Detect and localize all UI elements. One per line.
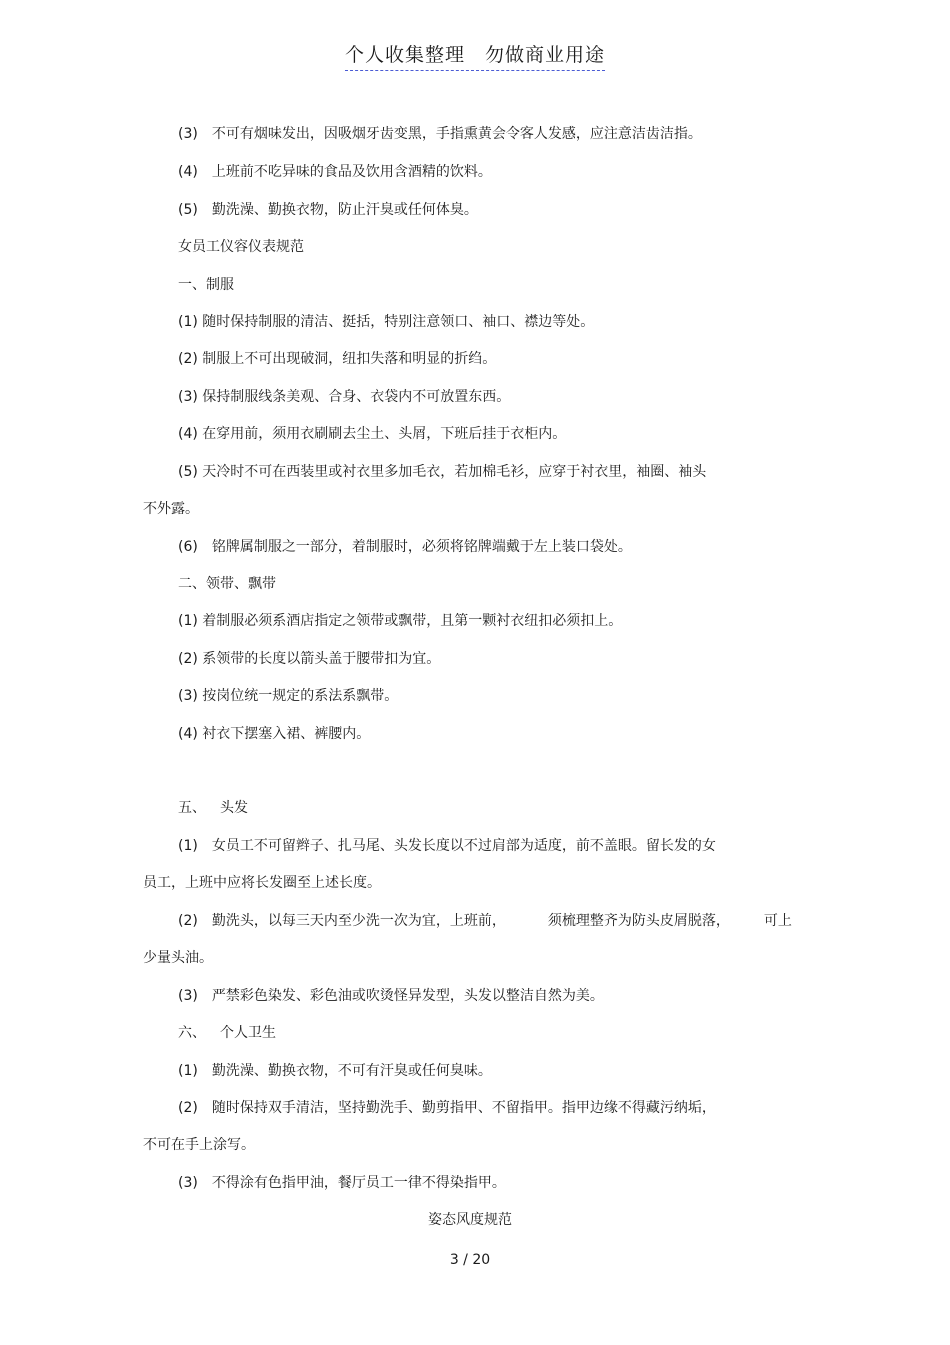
list-item: (1) 随时保持制服的清洁、挺括，特别注意领口、袖口、襟边等处。 <box>178 314 595 330</box>
list-item: (3) 不可有烟味发出，因吸烟牙齿变黑，手指熏黄会令客人发感，应注意洁齿洁指。 <box>178 126 702 142</box>
section-heading: 五、 头发 <box>178 800 248 816</box>
list-item: (4) 在穿用前，须用衣刷刷去尘土、头屑，下班后挂于衣柜内。 <box>178 426 567 442</box>
list-item: (5) 勤洗澡、勤换衣物，防止汗臭或任何体臭。 <box>178 202 478 218</box>
list-item: (1) 女员工不可留辫子、扎马尾、头发长度以不过肩部为适度，前不盖眼。留长发的女 <box>178 838 716 854</box>
list-item: (2) 勤洗头，以每三天内至少洗一次为宜，上班前， 须梳理整齐为防头皮屑脱落， 可上 <box>178 913 792 929</box>
list-item: (5) 天冷时不可在西装里或衬衣里多加毛衣，若加棉毛衫，应穿于衬衣里，袖圈、袖头 <box>178 464 707 480</box>
list-item: (4) 衬衣下摆塞入裙、裤腰内。 <box>178 726 371 742</box>
list-item: (1) 着制服必须系酒店指定之领带或飘带，且第一颗衬衣纽扣必须扣上。 <box>178 613 623 629</box>
list-item: (1) 勤洗澡、勤换衣物，不可有汗臭或任何臭味。 <box>178 1063 492 1079</box>
list-item: (2) 制服上不可出现破洞，纽扣失落和明显的折绉。 <box>178 351 497 367</box>
list-item: (4) 上班前不吃异味的食品及饮用含酒精的饮料。 <box>178 164 492 180</box>
section-heading: 二、领带、飘带 <box>178 576 276 592</box>
list-item-continuation: 不外露。 <box>143 501 199 517</box>
list-item: (2) 系领带的长度以箭头盖于腰带扣为宜。 <box>178 651 441 667</box>
list-item-continuation: 不可在手上涂写。 <box>143 1137 255 1153</box>
list-item: (6) 铭牌属制服之一部分，着制服时，必须将铭牌端戴于左上装口袋处。 <box>178 539 632 555</box>
list-item: (3) 按岗位统一规定的系法系飘带。 <box>178 688 399 704</box>
section-title: 姿态风度规范 <box>428 1212 512 1228</box>
list-item: (3) 不得涂有色指甲油，餐厅员工一律不得染指甲。 <box>178 1175 506 1191</box>
list-item: (2) 随时保持双手清洁，坚持勤洗手、勤剪指甲、不留指甲。指甲边缘不得藏污纳垢， <box>178 1100 716 1116</box>
page-header <box>0 40 950 71</box>
list-item: (3) 严禁彩色染发、彩色油或吹烫怪异发型，头发以整洁自然为美。 <box>178 988 604 1004</box>
header-title: 个人收集整理 勿做商业用途 <box>345 40 605 71</box>
list-item-continuation: 员工，上班中应将长发圈至上述长度。 <box>143 875 381 891</box>
section-heading: 一、制服 <box>178 277 234 293</box>
list-item-continuation: 少量头油。 <box>143 950 213 966</box>
section-heading: 女员工仪容仪表规范 <box>178 239 304 255</box>
list-item: (3) 保持制服线条美观、合身、衣袋内不可放置东西。 <box>178 389 511 405</box>
section-heading: 六、 个人卫生 <box>178 1025 276 1041</box>
page-number: 3 / 20 <box>449 1252 491 1268</box>
